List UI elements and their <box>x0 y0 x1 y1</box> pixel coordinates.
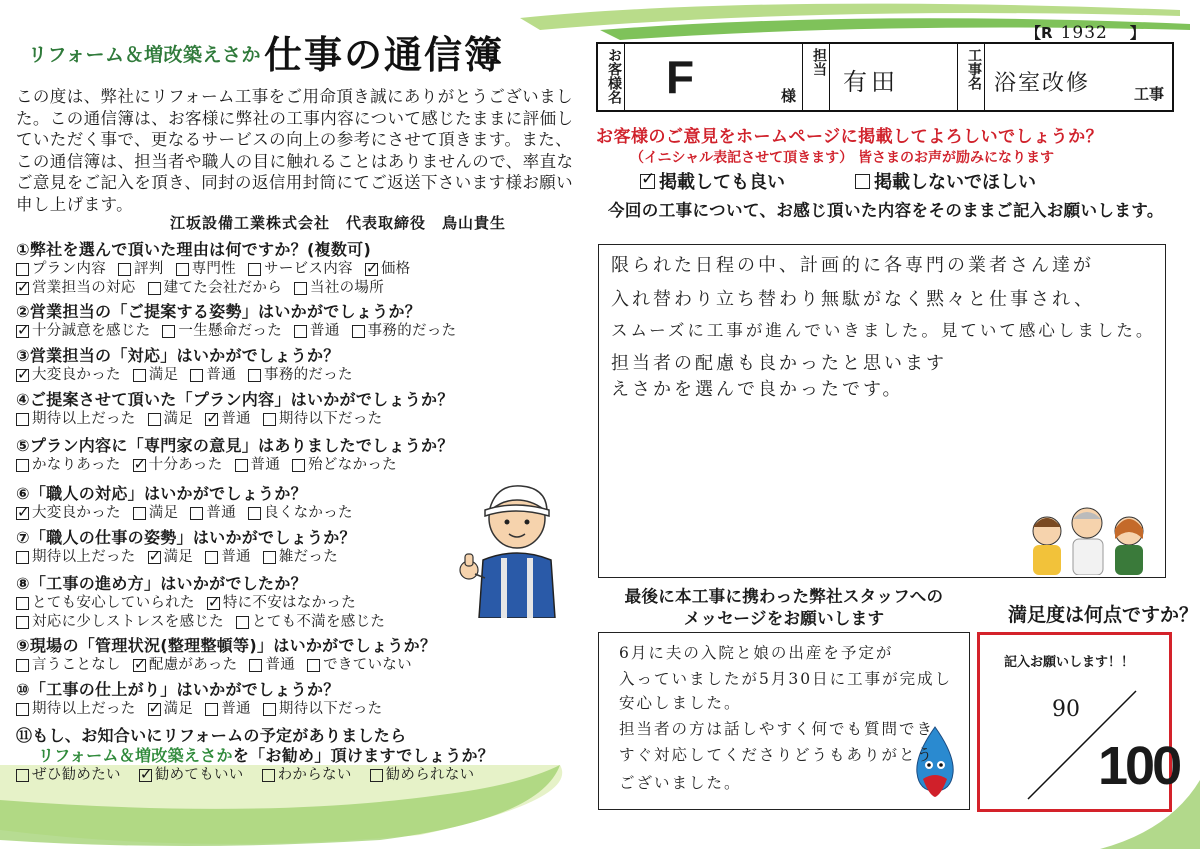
option[interactable] <box>16 456 121 475</box>
question-title: ③営業担当の「対応」はいかがでしょうか？ <box>16 346 340 365</box>
option-label: とても安心していられた <box>32 595 195 611</box>
option-label: 十分あった <box>148 457 223 473</box>
option-label: 勧められない <box>385 767 475 783</box>
checkbox[interactable] <box>262 769 275 782</box>
option[interactable] <box>16 410 136 429</box>
question-title: ⑦「職人の仕事の姿勢」はいかがでしょうか？ <box>16 528 356 547</box>
option-label: 期待以上だった <box>32 549 136 565</box>
handwritten-line: ございました。 <box>619 774 742 792</box>
option-label: 普通 <box>265 657 296 673</box>
option[interactable] <box>205 410 251 429</box>
option-label: 満足 <box>163 549 194 565</box>
checkbox[interactable] <box>133 507 146 520</box>
checkbox[interactable] <box>148 282 161 295</box>
checkbox[interactable] <box>16 703 29 716</box>
option-label: 言うことなし <box>32 657 121 673</box>
brand-name: リフォーム＆増改築えさか <box>28 44 262 66</box>
question-title: ①弊社を選んで頂いた理由は何ですか？(複数可) <box>16 240 372 259</box>
checkbox[interactable] <box>205 551 218 564</box>
option[interactable] <box>262 766 352 785</box>
homepage-option[interactable] <box>855 168 1036 194</box>
handwritten-line: すぐ対応してくださりどうもありがとう <box>619 746 935 764</box>
option-label: 殆どなかった <box>308 457 397 473</box>
option[interactable] <box>16 613 224 632</box>
option-label: サービス内容 <box>264 261 353 277</box>
checkbox[interactable] <box>235 459 248 472</box>
option-label: 期待以下だった <box>278 411 383 427</box>
staff-message-prompt-line1: 最後に本工事に携わった弊社スタッフへの <box>624 587 944 606</box>
checkbox[interactable] <box>294 282 307 295</box>
checkbox[interactable] <box>190 369 203 382</box>
option-label: 期待以下だった <box>278 701 383 717</box>
option[interactable] <box>16 700 136 719</box>
option-group <box>16 456 576 475</box>
option[interactable] <box>148 548 194 567</box>
checkbox[interactable] <box>205 703 218 716</box>
option-group <box>16 700 576 719</box>
doc-number-close: 】 <box>1129 24 1145 42</box>
question-title-rest: を「お勧め」頂けますでしょうか？ <box>232 746 495 765</box>
handwritten-line: スムーズに工事が進んでいきました。見ていて感心しました。 <box>611 321 1156 340</box>
option[interactable] <box>16 766 121 785</box>
work-name: 浴室改修 <box>994 71 1091 96</box>
company-signature: 江坂設備工業株式会社 代表取締役 鳥山貴生 <box>170 214 507 232</box>
staff-message-prompt <box>604 586 964 630</box>
handwritten-line: 担当者の配慮も良かったと思います <box>611 353 947 374</box>
satisfaction-title: 満足度は何点ですか？ <box>1008 604 1199 626</box>
option[interactable] <box>139 766 244 785</box>
customer-name-cell <box>598 44 803 110</box>
question-title: ④ご提案させて頂いた「プラン内容」はいかがでしょうか？ <box>16 390 454 409</box>
checkbox-checked[interactable] <box>207 597 220 610</box>
option[interactable] <box>148 279 282 298</box>
option-label: 対応に少しストレスを感じた <box>32 614 224 630</box>
handwritten-line: えさかを選んで良かったです。 <box>611 379 904 400</box>
option-label: 普通 <box>221 701 251 717</box>
worker-illustration <box>455 478 570 618</box>
question-title: ⑩「工事の仕上がり」はいかがでしょうか？ <box>16 680 340 699</box>
option-group <box>16 260 516 298</box>
homepage-options <box>640 168 1048 194</box>
satisfaction-box <box>977 632 1180 812</box>
option[interactable] <box>205 548 251 567</box>
question-title: ⑥「職人の対応」はいかがでしょうか？ <box>16 484 307 503</box>
option-label: 期待以上だった <box>32 701 136 717</box>
satisfaction-max: 100 <box>1098 736 1180 796</box>
option[interactable] <box>207 594 356 613</box>
checkbox-checked[interactable] <box>16 282 29 295</box>
option-label: 普通 <box>310 323 340 339</box>
option[interactable] <box>307 656 412 675</box>
option-label: 普通 <box>221 411 251 427</box>
checkbox[interactable] <box>236 616 249 629</box>
option[interactable] <box>249 656 295 675</box>
option[interactable] <box>148 700 194 719</box>
checkbox-checked[interactable] <box>16 325 29 338</box>
checkbox[interactable] <box>16 459 29 472</box>
page-title: 仕事の通信簿 <box>264 33 505 77</box>
option-label: できていない <box>323 657 412 673</box>
option[interactable] <box>148 410 194 429</box>
question-title: ②営業担当の「ご提案する姿勢」はいかがでしょうか？ <box>16 302 422 321</box>
document-number <box>1026 22 1145 43</box>
checkbox[interactable] <box>370 769 383 782</box>
customer-info-box <box>596 42 1174 112</box>
homepage-question: お客様のご意見をホームページに掲載してよろしいでしょうか？ <box>596 127 1104 147</box>
option[interactable] <box>248 504 353 523</box>
option-label: 普通 <box>250 457 281 473</box>
option[interactable] <box>292 456 397 475</box>
checkbox[interactable] <box>16 616 29 629</box>
option-label: 大変良かった <box>32 367 121 383</box>
option[interactable] <box>294 279 384 298</box>
option[interactable] <box>16 279 136 298</box>
option[interactable] <box>162 322 282 341</box>
option[interactable] <box>190 366 236 385</box>
handwritten-line: 限られた日程の中、計画的に各専門の業者さん達が <box>611 255 1094 276</box>
option-label: かなりあった <box>32 457 121 473</box>
option-group <box>16 594 486 632</box>
option-group <box>16 322 576 341</box>
option[interactable] <box>236 613 385 632</box>
option[interactable] <box>248 260 353 279</box>
question-title-line2 <box>38 746 576 766</box>
option-label: 専門性 <box>191 261 237 277</box>
brand-name-inline: リフォーム＆増改築えさか <box>38 746 233 765</box>
option-label: 大変良かった <box>32 505 121 521</box>
intro-text: この度は、弊社にリフォーム工事をご用命頂き誠にありがとうございました。この通信簿は、お客様に弊社の工事内容について感じたままに評価していただく事で、更なるサービスの向上の参考にさせて頂きます。また、この通信簿は、担当者や職人の目に触れることはありませんので、率直なご意見をご記入を頂き、同封の返信用封筒にてご返送下さいます様お願い申し上げます。 <box>16 87 574 214</box>
option-label: 建てた会社だから <box>163 280 283 296</box>
option-label: 満足 <box>163 701 194 717</box>
option[interactable] <box>263 410 383 429</box>
customer-honorific: 様 <box>780 87 796 105</box>
staff-message-box <box>598 632 970 810</box>
option[interactable] <box>248 366 353 385</box>
checkbox[interactable] <box>248 369 261 382</box>
family-illustration <box>1019 495 1159 575</box>
option-label: 良くなかった <box>264 505 353 521</box>
option-label: 普通 <box>206 505 237 521</box>
option-group <box>16 410 576 429</box>
checkbox-checked[interactable] <box>148 703 161 716</box>
option[interactable] <box>263 548 338 567</box>
option[interactable] <box>190 504 236 523</box>
checkbox[interactable] <box>16 551 29 564</box>
option-label: 満足 <box>148 367 179 383</box>
option[interactable] <box>352 322 457 341</box>
option-group <box>16 366 576 385</box>
work-label: 工事名 <box>966 48 982 90</box>
question-11 <box>16 726 576 785</box>
option-label: 特に不安はなかった <box>222 595 357 611</box>
checkbox[interactable] <box>16 659 29 672</box>
checkbox[interactable] <box>263 413 276 426</box>
work-suffix: 工事 <box>1133 85 1164 103</box>
option[interactable] <box>16 656 121 675</box>
question-title: ⑤プラン内容に「専門家の意見」はありましたでしょうか？ <box>16 436 454 455</box>
checkbox[interactable] <box>248 263 261 276</box>
option[interactable] <box>263 700 383 719</box>
staff-message-prompt-line2: メッセージをお願いします <box>683 609 885 628</box>
option-label: 期待以上だった <box>32 411 136 427</box>
question-title: ⑨現場の「管理状況(整理整頓等)」はいかがでしょうか？ <box>16 636 437 655</box>
option[interactable] <box>118 260 164 279</box>
option[interactable] <box>133 366 179 385</box>
checkbox-checked[interactable] <box>16 507 29 520</box>
checkbox[interactable] <box>190 507 203 520</box>
option[interactable] <box>235 456 281 475</box>
homepage-note: （イニシャル表記させて頂きます） 皆さまのお声が励みになります <box>630 150 1055 166</box>
option[interactable] <box>16 548 136 567</box>
doc-number-value: 1932 <box>1060 23 1108 43</box>
checkbox-checked[interactable] <box>640 174 655 189</box>
impressions-box <box>598 244 1166 578</box>
question-3 <box>16 346 576 385</box>
option-label: とても不満を感じた <box>251 614 386 630</box>
checkbox-checked[interactable] <box>148 551 161 564</box>
customer-initial: F <box>666 51 695 103</box>
option[interactable] <box>16 322 150 341</box>
option[interactable] <box>16 366 121 385</box>
satisfaction-request: 記入お願いします！！ <box>1004 655 1135 670</box>
checkbox[interactable] <box>248 507 261 520</box>
checkbox[interactable] <box>307 659 320 672</box>
option-label: 雑だった <box>278 549 339 565</box>
option[interactable] <box>133 456 223 475</box>
option-label: 当社の場所 <box>310 280 385 296</box>
question-1 <box>16 240 576 298</box>
option[interactable] <box>176 260 236 279</box>
checkbox[interactable] <box>118 263 131 276</box>
staff-name: 有田 <box>843 68 899 96</box>
option-label: 十分誠意を感じた <box>32 323 151 339</box>
option-label: ぜひ勧めたい <box>32 767 121 783</box>
checkbox[interactable] <box>249 659 262 672</box>
option[interactable] <box>133 504 179 523</box>
option-label: 営業担当の対応 <box>32 280 136 296</box>
question-title: ⑧「工事の進め方」はいかがでしたか？ <box>16 574 307 593</box>
option-label: 普通 <box>221 549 251 565</box>
question-4 <box>16 390 576 429</box>
checkbox[interactable] <box>16 769 29 782</box>
satisfaction-score: 90 <box>1052 697 1080 722</box>
option-label: 事務的だった <box>264 367 353 383</box>
staff-label: 担当 <box>811 48 827 76</box>
option[interactable] <box>16 594 195 613</box>
option-label: 普通 <box>206 367 237 383</box>
option-label: 掲載しても良い <box>659 172 785 193</box>
option-label: 評判 <box>134 261 164 277</box>
option[interactable] <box>133 656 238 675</box>
option[interactable] <box>16 260 106 279</box>
option[interactable] <box>370 766 475 785</box>
homepage-option[interactable] <box>640 168 785 194</box>
handwritten-line: 6月に夫の入院と娘の出産を予定が <box>619 644 894 662</box>
checkbox[interactable] <box>176 263 189 276</box>
checkbox[interactable] <box>263 703 276 716</box>
checkbox[interactable] <box>292 459 305 472</box>
option-label: 事務的だった <box>367 323 457 339</box>
checkbox-checked[interactable] <box>133 459 146 472</box>
impressions-prompt: 今回の工事について、お感じ頂いた内容をそのままご記入お願いします。 <box>608 201 1164 220</box>
option-label: プラン内容 <box>32 261 106 277</box>
checkbox[interactable] <box>162 325 175 338</box>
checkbox-checked[interactable] <box>133 659 146 672</box>
option-label: 勧めてもいい <box>154 767 244 783</box>
option-group <box>16 656 576 675</box>
staff-cell <box>803 44 958 110</box>
checkbox[interactable] <box>16 597 29 610</box>
option-label: 配慮があった <box>148 657 238 673</box>
checkbox-checked[interactable] <box>16 369 29 382</box>
checkbox-checked[interactable] <box>205 413 218 426</box>
question-9 <box>16 636 576 675</box>
option[interactable] <box>365 260 411 279</box>
handwritten-line: 入っていましたが5月30日に工事が完成し <box>619 670 953 688</box>
option[interactable] <box>294 322 340 341</box>
option-label: 満足 <box>163 411 194 427</box>
checkbox[interactable] <box>133 369 146 382</box>
handwritten-line: 担当者の方は話しやすく何でも質問でき <box>619 720 935 738</box>
checkbox[interactable] <box>294 325 307 338</box>
option-label: 満足 <box>148 505 179 521</box>
question-title: ⑪もし、お知合いにリフォームの予定がありましたら <box>16 726 407 745</box>
option-label: 一生懸命だった <box>178 323 283 339</box>
doc-number-label: 【R <box>1026 24 1053 42</box>
checkbox-checked[interactable] <box>365 263 378 276</box>
option[interactable] <box>16 504 121 523</box>
checkbox-checked[interactable] <box>139 769 152 782</box>
checkbox[interactable] <box>148 413 161 426</box>
option-label: わからない <box>277 767 352 783</box>
option[interactable] <box>205 700 251 719</box>
checkbox[interactable] <box>352 325 365 338</box>
option-label: 掲載しないでほしい <box>874 172 1036 193</box>
work-cell <box>958 44 1172 110</box>
option-label: 価格 <box>380 261 411 277</box>
checkbox[interactable] <box>855 174 870 189</box>
question-2 <box>16 302 576 341</box>
customer-name-label: お客様名 <box>606 48 622 104</box>
question-5 <box>16 436 576 475</box>
checkbox[interactable] <box>16 263 29 276</box>
handwritten-line: 安心しました。 <box>619 694 742 712</box>
option-group <box>16 766 576 785</box>
checkbox[interactable] <box>16 413 29 426</box>
handwritten-line: 入れ替わり立ち替わり無駄がなく黙々と仕事され、 <box>611 289 1096 310</box>
question-10 <box>16 680 576 719</box>
checkbox[interactable] <box>263 551 276 564</box>
